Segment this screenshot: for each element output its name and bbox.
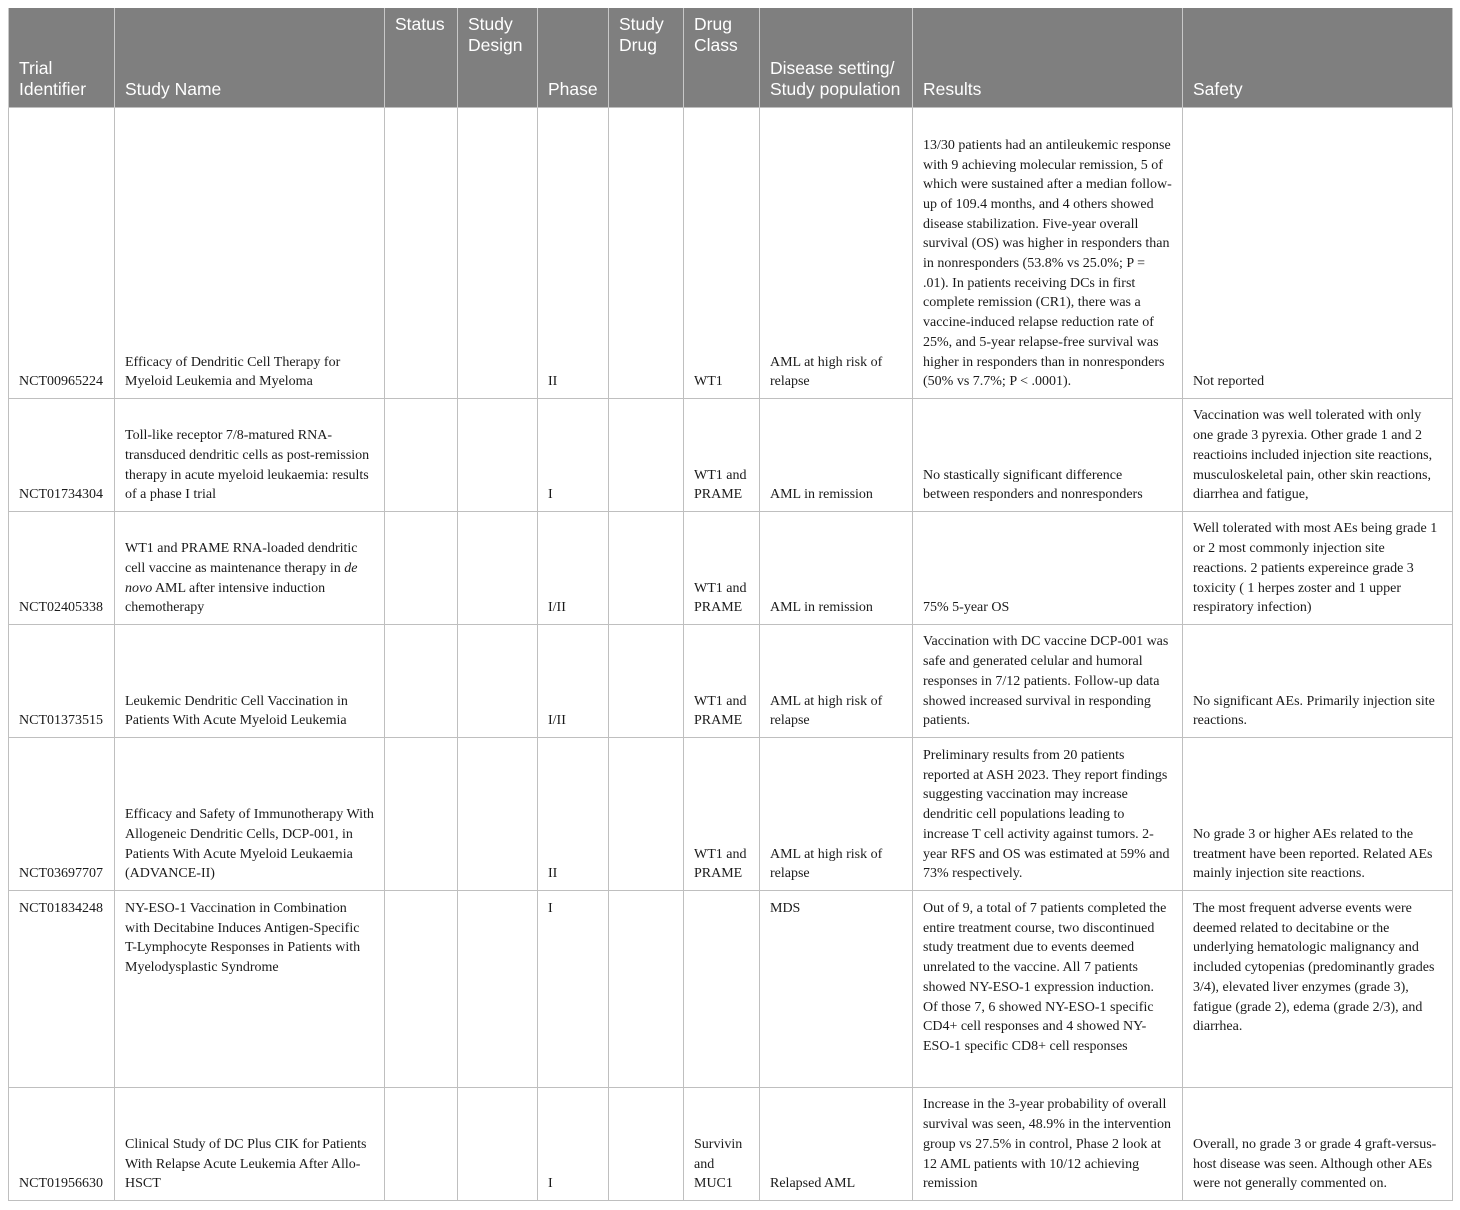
trial-identifier-cell: NCT01834248: [9, 891, 115, 1088]
phase-cell: I/II: [538, 625, 609, 738]
drug-class-cell: WT1 and PRAME: [684, 738, 760, 891]
study-name-cell: NY-ESO-1 Vaccination in Combination with Decitabine Induces Antigen-Specific T-Lymphocyte Responses in Patients with Myelodysplastic Syndrome: [115, 891, 385, 1088]
study-design-cell: [458, 108, 538, 399]
study-name-text: AML after intensive induction chemotherapy: [125, 580, 326, 616]
study-name-italic-text: de novo: [125, 560, 358, 596]
trial-identifier-cell: NCT01373515: [9, 625, 115, 738]
column-header-trial-identifier: Trial Identifier: [9, 8, 115, 108]
table-row: [9, 108, 1453, 399]
table-row: [9, 891, 1453, 1088]
column-header-results: Results: [913, 8, 1183, 108]
column-header-drug-class: Drug Class: [684, 8, 760, 108]
table-row: [9, 1088, 1453, 1201]
drug-class-cell: WT1 and PRAME: [684, 399, 760, 512]
table-row: [9, 738, 1453, 891]
column-header-safety: Safety: [1183, 8, 1453, 108]
column-header-disease-setting: Disease setting/ Study population: [760, 8, 913, 108]
results-cell: Preliminary results from 20 patients reported at ASH 2023. They report findings suggesting vaccination may increase dendritic cell populations leading to increase T cell activity against tumors. 2-year RFS and OS was estimated at 59% and 73% respectively.: [913, 738, 1183, 891]
safety-cell: No significant AEs. Primarily injection site reactions.: [1183, 625, 1453, 738]
study-drug-cell: [609, 108, 684, 399]
study-name-cell: [115, 512, 385, 625]
header-row: [9, 8, 1453, 108]
column-header-phase: Phase: [538, 8, 609, 108]
population-cell: AML at high risk of relapse: [760, 738, 913, 891]
study-drug-cell: [609, 399, 684, 512]
phase-cell: I: [538, 891, 609, 1088]
drug-class-cell: [684, 891, 760, 1088]
table-row: [9, 399, 1453, 512]
population-cell: AML at high risk of relapse: [760, 625, 913, 738]
study-design-cell: [458, 625, 538, 738]
trial-identifier-cell: NCT01734304: [9, 399, 115, 512]
study-drug-cell: [609, 891, 684, 1088]
phase-cell: I/II: [538, 512, 609, 625]
study-design-cell: [458, 399, 538, 512]
drug-class-cell: WT1: [684, 108, 760, 399]
study-name-cell: Toll-like receptor 7/8-matured RNA-transduced dendritic cells as post-remission therapy in acute myeloid leukaemia: results of a phase I trial: [115, 399, 385, 512]
drug-class-cell: WT1 and PRAME: [684, 625, 760, 738]
column-header-status: Status: [385, 8, 458, 108]
population-cell: Relapsed AML: [760, 1088, 913, 1201]
study-name-cell: Clinical Study of DC Plus CIK for Patients With Relapse Acute Leukemia After Allo-HSCT: [115, 1088, 385, 1201]
status-cell: [385, 891, 458, 1088]
safety-cell: Vaccination was well tolerated with only one grade 3 pyrexia. Other grade 1 and 2 reactioins included injection site reactions, musculoskeletal pain, other skin reactions, diarrhea and fatigue,: [1183, 399, 1453, 512]
phase-cell: I: [538, 399, 609, 512]
results-cell: Increase in the 3-year probability of overall survival was seen, 48.9% in the intervention group vs 27.5% in control, Phase 2 look at 12 AML patients with 10/12 achieving remission: [913, 1088, 1183, 1201]
study-drug-cell: [609, 738, 684, 891]
status-cell: [385, 108, 458, 399]
results-cell: 75% 5-year OS: [913, 512, 1183, 625]
results-cell: Out of 9, a total of 7 patients completed the entire treatment course, two discontinued study treatment due to events deemed unrelated to the vaccine. All 7 patients showed NY-ESO-1 expression induction. Of those 7, 6 showed NY-ESO-1 specific CD4+ cell responses and 4 showed NY-ESO-1 specific CD8+ cell responses: [913, 891, 1183, 1088]
trial-identifier-cell: NCT03697707: [9, 738, 115, 891]
trial-identifier-cell: NCT01956630: [9, 1088, 115, 1201]
study-drug-cell: [609, 625, 684, 738]
results-cell: No stastically significant difference between responders and nonresponders: [913, 399, 1183, 512]
status-cell: [385, 399, 458, 512]
study-name-cell: Efficacy and Safety of Immunotherapy With Allogeneic Dendritic Cells, DCP-001, in Patients With Acute Myeloid Leukaemia (ADVANCE-II): [115, 738, 385, 891]
column-header-study-drug: Study Drug: [609, 8, 684, 108]
study-design-cell: [458, 1088, 538, 1201]
status-cell: [385, 512, 458, 625]
study-name-cell: Leukemic Dendritic Cell Vaccination in Patients With Acute Myeloid Leukemia: [115, 625, 385, 738]
drug-class-cell: WT1 and PRAME: [684, 512, 760, 625]
safety-cell: No grade 3 or higher AEs related to the treatment have been reported. Related AEs mainly injection site reactions.: [1183, 738, 1453, 891]
population-cell: AML at high risk of relapse: [760, 108, 913, 399]
results-cell: Vaccination with DC vaccine DCP-001 was safe and generated celular and humoral responses in 7/12 patients. Follow-up data showed increased survival in responding patients.: [913, 625, 1183, 738]
study-name-text: WT1 and PRAME RNA-loaded dendritic cell vaccine as maintenance therapy in: [125, 541, 358, 576]
study-drug-cell: [609, 512, 684, 625]
population-cell: AML in remission: [760, 399, 913, 512]
phase-cell: II: [538, 108, 609, 399]
safety-cell: Not reported: [1183, 108, 1453, 399]
trial-identifier-cell: NCT02405338: [9, 512, 115, 625]
safety-cell: Overall, no grade 3 or grade 4 graft-versus-host disease was seen. Although other AEs were not generally commented on.: [1183, 1088, 1453, 1201]
study-drug-cell: [609, 1088, 684, 1201]
drug-class-cell: Survivin and MUC1: [684, 1088, 760, 1201]
trial-identifier-cell: NCT00965224: [9, 108, 115, 399]
column-header-study-design: Study Design: [458, 8, 538, 108]
status-cell: [385, 625, 458, 738]
study-design-cell: [458, 512, 538, 625]
safety-cell: Well tolerated with most AEs being grade 1 or 2 most commonly injection site reactions. 2 patients expereince grade 3 toxicity ( 1 herpes zoster and 1 upper respiratory infection): [1183, 512, 1453, 625]
population-cell: MDS: [760, 891, 913, 1088]
phase-cell: I: [538, 1088, 609, 1201]
study-name-cell: Efficacy of Dendritic Cell Therapy for Myeloid Leukemia and Myeloma: [115, 108, 385, 399]
phase-cell: II: [538, 738, 609, 891]
table-row: [9, 512, 1453, 625]
column-header-study-name: Study Name: [115, 8, 385, 108]
population-cell: AML in remission: [760, 512, 913, 625]
clinical-trials-table: [8, 8, 1453, 1201]
status-cell: [385, 738, 458, 891]
results-cell: 13/30 patients had an antileukemic response with 9 achieving molecular remission, 5 of which were sustained after a median follow-up of 109.4 months, and 4 others showed disease stabilization. Five-year overall survival (OS) was higher in responders than in nonresponders (53.8% vs 25.0%; P = .01). In patients receiving DCs in first complete remission (CR1), there was a vaccine-induced relapse reduction rate of 25%, and 5-year relapse-free survival was higher in responders than in nonresponders (50% vs 7.7%; P < .0001).: [913, 108, 1183, 399]
table-row: [9, 625, 1453, 738]
study-design-cell: [458, 738, 538, 891]
status-cell: [385, 1088, 458, 1201]
safety-cell: The most frequent adverse events were deemed related to decitabine or the underlying hematologic malignancy and included cytopenias (predominantly grades 3/4), elevated liver enzymes (grade 3), fatigue (grade 2), edema (grade 2/3), and diarrhea.: [1183, 891, 1453, 1088]
study-design-cell: [458, 891, 538, 1088]
